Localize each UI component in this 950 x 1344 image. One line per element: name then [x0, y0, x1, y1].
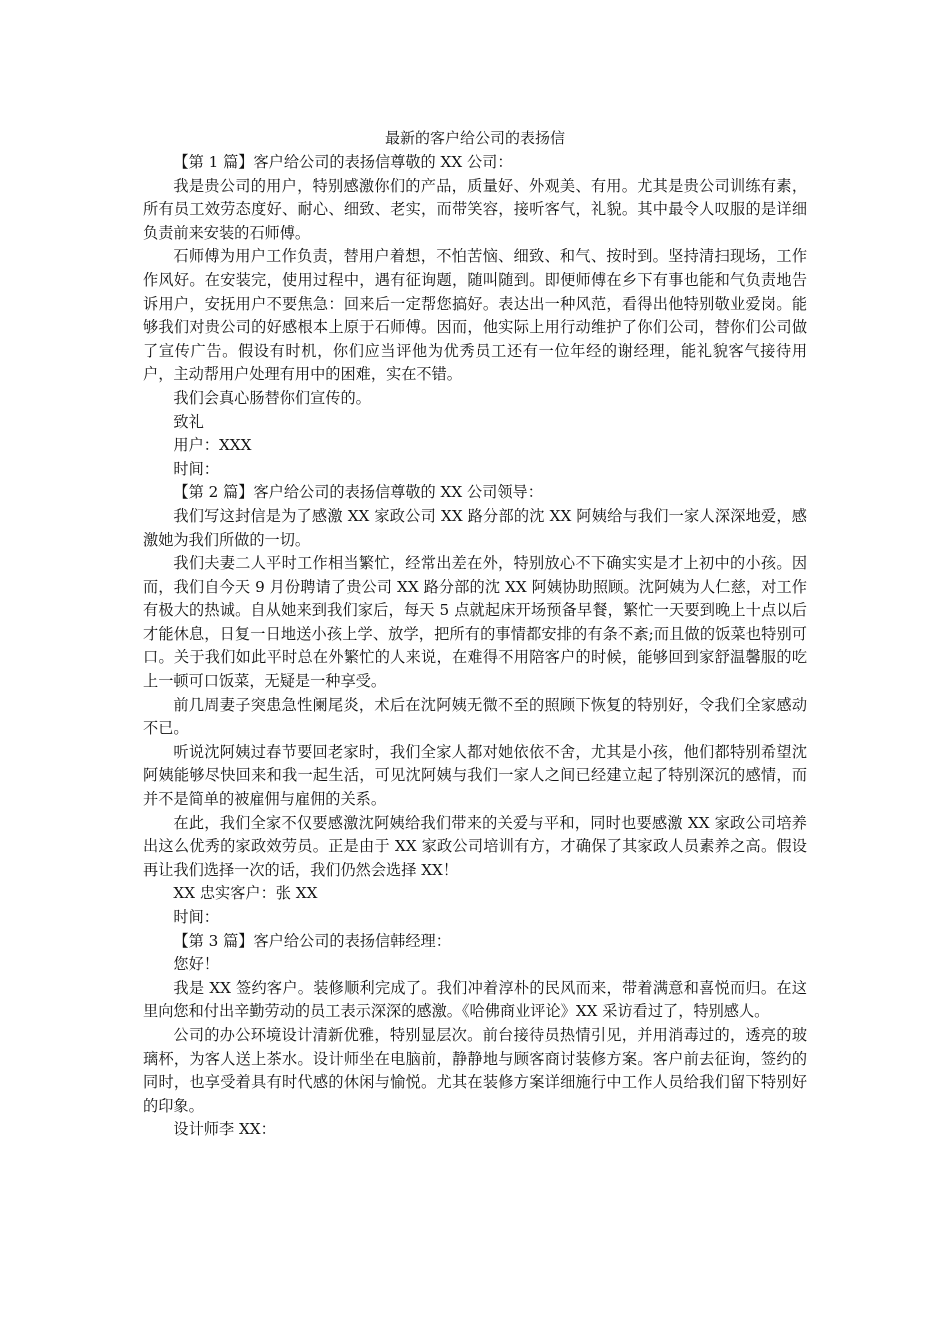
- paragraph: 【第 2 篇】客户给公司的表扬信尊敬的 XX 公司领导：: [173, 483, 543, 502]
- paragraph: 前几周妻子突患急性阑尾炎，术后在沈阿姨无微不至的照顾下恢复的特别好，令我们全家感动不已。: [143, 695, 807, 738]
- document-title: 最新的客户给公司的表扬信: [384, 129, 565, 147]
- paragraph: 我们写这封信是为了感激 XX 家政公司 XX 路分部的沈 XX 阿姨给与我们一家人深深地爱，感激她为我们所做的一切。: [143, 506, 807, 549]
- paragraph: 听说沈阿姨过春节要回老家时，我们全家人都对她依依不舍，尤其是小孩，他们都特别希望沈阿姨能够尽快回来和我一起生活，可见沈阿姨与我们一家人之间已经建立起了特别深沉的感情，而并不是简单的被雇佣与雇佣的关系。: [143, 742, 807, 809]
- paragraph: 您好！: [173, 955, 219, 974]
- paragraph: 设计师李 XX：: [173, 1120, 276, 1139]
- paragraph: 【第 1 篇】客户给公司的表扬信尊敬的 XX 公司：: [173, 153, 513, 171]
- document-body: [143, 151, 807, 1142]
- paragraph: 我是 XX 签约客户。装修顺利完成了。我们冲着淳朴的民风而来，带着满意和喜悦而归。在这里向您和付出辛勤劳动的员工表示深深的感激。《哈佛商业评论》XX 采访看过了，特别感人。: [143, 978, 807, 1021]
- paragraph: 在此，我们全家不仅要感激沈阿姨给我们带来的关爱与平和，同时也要感激 XX 家政公司培养出这么优秀的家政效劳员。正是由于 XX 家政公司培训有方，才确保了其家政人员素养之高。假设再让我们选择一次的话，我们仍然会选择 XX！: [143, 813, 807, 879]
- paragraph: 时间：: [173, 459, 219, 478]
- paragraph: 我是贵公司的用户，特别感激你们的产品，质量好、外观美、有用。尤其是贵公司训练有素，所有员工效劳态度好、耐心、细致、老实，而带笑容，接听客气，礼貌。其中最令人叹服的是详细负责前来安装的石师傅。: [143, 176, 807, 242]
- paragraph: 【第 3 篇】客户给公司的表扬信韩经理：: [173, 931, 451, 950]
- paragraph: 我们会真心肠替你们宣传的。: [173, 388, 371, 407]
- paragraph: 时间：: [173, 908, 219, 926]
- paragraph: 石师傅为用户工作负责，替用户着想，不怕苦恼、细致、和气、按时到。坚持清扫现场，工作作风好。在安装完，使用过程中，遇有征询题，随叫随到。即便师傅在乡下有事也能和气负责地告诉用户，安抚用户不要焦急：回来后一定帮您搞好。表达出一种风范，看得出他特别敬业爱岗。能够我们对贵公司的好感根本上原于石师傅。因而，他实际上用行动维护了你们公司，替你们公司做了宣传广告。假设有时机，你们应当评他为优秀员工还有一位年经的谢经理，能礼貌客气接待用户，主动帮用户处理有用中的困难，实在不错。: [143, 247, 807, 384]
- paragraph: 用户：XXX: [173, 436, 252, 455]
- paragraph: 公司的办公环境设计清新优雅，特别显层次。前台接待员热情引见，并用消毒过的，透亮的玻璃杯，为客人送上茶水。设计师坐在电脑前，静静地与顾客商讨装修方案。客户前去征询，签约的同时，也享受着具有时代感的休闲与愉悦。尤其在装修方案详细施行中工作人员给我们留下特别好的印象。: [143, 1025, 807, 1115]
- paragraph: 致礼: [173, 412, 204, 431]
- paragraph: XX 忠实客户：张 XX: [173, 884, 318, 903]
- paragraph: 我们夫妻二人平时工作相当繁忙，经常出差在外，特别放心不下确实实是才上初中的小孩。因而，我们自今天 9 月份聘请了贵公司 XX 路分部的沈 XX 阿姨协助照顾。沈阿姨为人仁慈，对工作有极大的热诚。自从她来到我们家后，每天 5 点就起床开场预备早餐，繁忙一天要到晚上十点以后才能休息，日复一日地送小孩上学、放学，把所有的事情都安排的有条不紊;而且做的饭菜也特别可口。关于我们如此平时总在外繁忙的人来说，在难得不用陪客户的时候，能够回到家舒温馨服的吃上一顿可口饭菜，无疑是一种享受。: [143, 554, 807, 691]
